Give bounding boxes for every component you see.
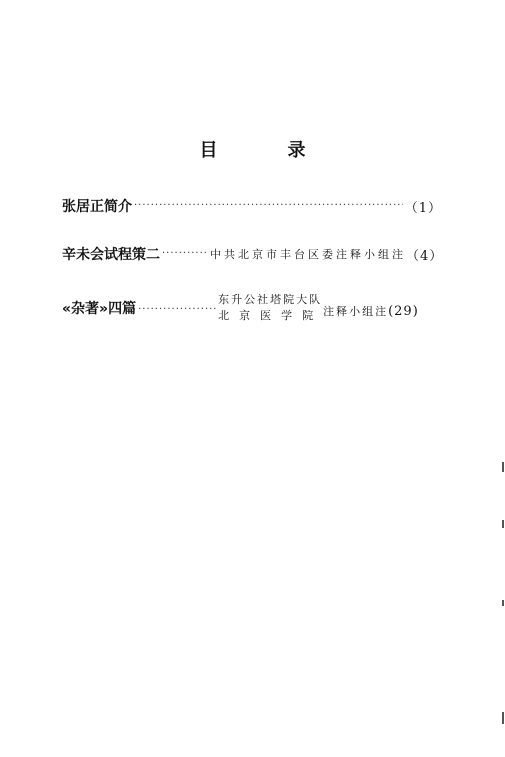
toc-entry-page: (29) (388, 303, 419, 319)
scan-artifact (502, 600, 504, 606)
page-title: 目 录 (199, 140, 332, 161)
toc-entry-title: «杂著»四篇 (62, 301, 137, 317)
toc-entry-author-line: 东升公社塔院大队 (218, 293, 323, 306)
toc-entry-title: 辛未会试程策二 (62, 247, 160, 263)
toc-entry-author-tail: 注释小组注 (323, 305, 389, 318)
toc-entry-title: 张居正简介 (62, 199, 132, 215)
toc-entry-author: 中共北京市丰台区委注释小组注 (210, 248, 406, 261)
toc-entry-author-block (218, 292, 323, 324)
toc-entry-page: （4） (406, 248, 444, 264)
scan-artifact (502, 712, 504, 724)
dot-leader (134, 201, 403, 211)
toc-entry-author-line: 北京医学院 (218, 309, 324, 322)
toc-entry-page: （1） (404, 200, 442, 216)
scan-edge-marks (499, 450, 505, 750)
scan-artifact (502, 520, 504, 528)
toc-entry[interactable] (62, 244, 442, 264)
toc-entry[interactable] (62, 292, 442, 324)
scan-artifact (502, 462, 504, 472)
toc-entry[interactable] (62, 196, 442, 216)
dot-leader (138, 305, 216, 315)
dot-leader (162, 249, 208, 259)
